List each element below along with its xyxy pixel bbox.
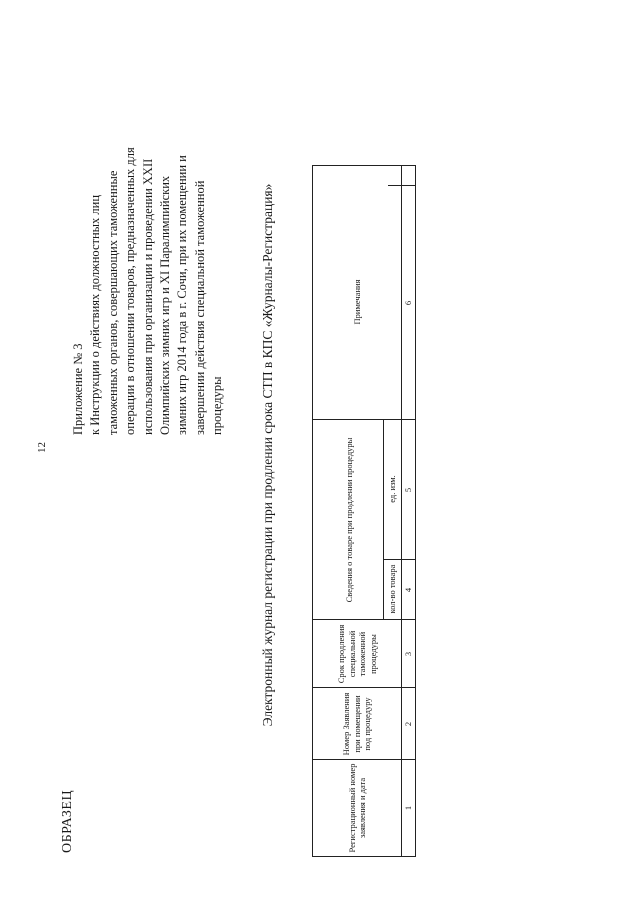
column-number: 4 bbox=[403, 587, 413, 593]
column-divider bbox=[313, 687, 415, 688]
number-row-divider bbox=[401, 166, 402, 856]
sample-stamp: ОБРАЗЕЦ bbox=[60, 789, 75, 853]
appendix-line: завершении действия специальной таможенной bbox=[192, 180, 207, 435]
appendix-line: Олимпийских зимних игр и XI Паралимпийских bbox=[158, 175, 173, 435]
column-number: 5 bbox=[403, 487, 413, 493]
header-unit-of-measure: ед. изм. bbox=[387, 475, 398, 503]
header-application-number: Номер Заявления при помещении под процедуру bbox=[341, 692, 373, 756]
header-registration-number: Регистрационный номер заявления и дата bbox=[346, 763, 367, 853]
page-number: 12 bbox=[36, 442, 48, 453]
column-number: 3 bbox=[403, 651, 413, 657]
header-notes: Примечания bbox=[351, 279, 362, 325]
appendix-line: таможенных органов, совершающих таможенные bbox=[105, 170, 120, 435]
appendix-line: к Инструкции о действиях должностных лиц bbox=[88, 194, 103, 435]
subheader-divider bbox=[383, 420, 384, 620]
column-number: 1 bbox=[403, 805, 413, 811]
header-goods-quantity: кол-во товара bbox=[387, 564, 398, 614]
journal-title: Электронный журнал регистрации при продлении срока СТП в КПС «Журналы-Регистрация» bbox=[260, 183, 275, 727]
column-divider bbox=[313, 419, 415, 420]
appendix-line: процедуры bbox=[210, 376, 225, 435]
column-divider bbox=[313, 759, 415, 760]
appendix-line: зимних игр 2014 года в г. Сочи, при их помещении и bbox=[175, 155, 190, 435]
appendix-line: Приложение № 3 bbox=[71, 343, 85, 435]
column-number: 2 bbox=[403, 721, 413, 727]
column-number: 6 bbox=[403, 300, 413, 306]
header-goods-info: Сведения о товаре при продлении процедуры bbox=[343, 437, 354, 603]
appendix-header bbox=[70, 15, 227, 435]
registration-table bbox=[312, 165, 416, 857]
column-divider bbox=[313, 619, 415, 620]
header-extension-term: Срок продления специальной таможенной процедуры bbox=[336, 624, 378, 684]
appendix-line: операции в отношении товаров, предназначенных для bbox=[123, 147, 138, 435]
appendix-line: использования при организации и проведении XXII bbox=[140, 158, 155, 435]
